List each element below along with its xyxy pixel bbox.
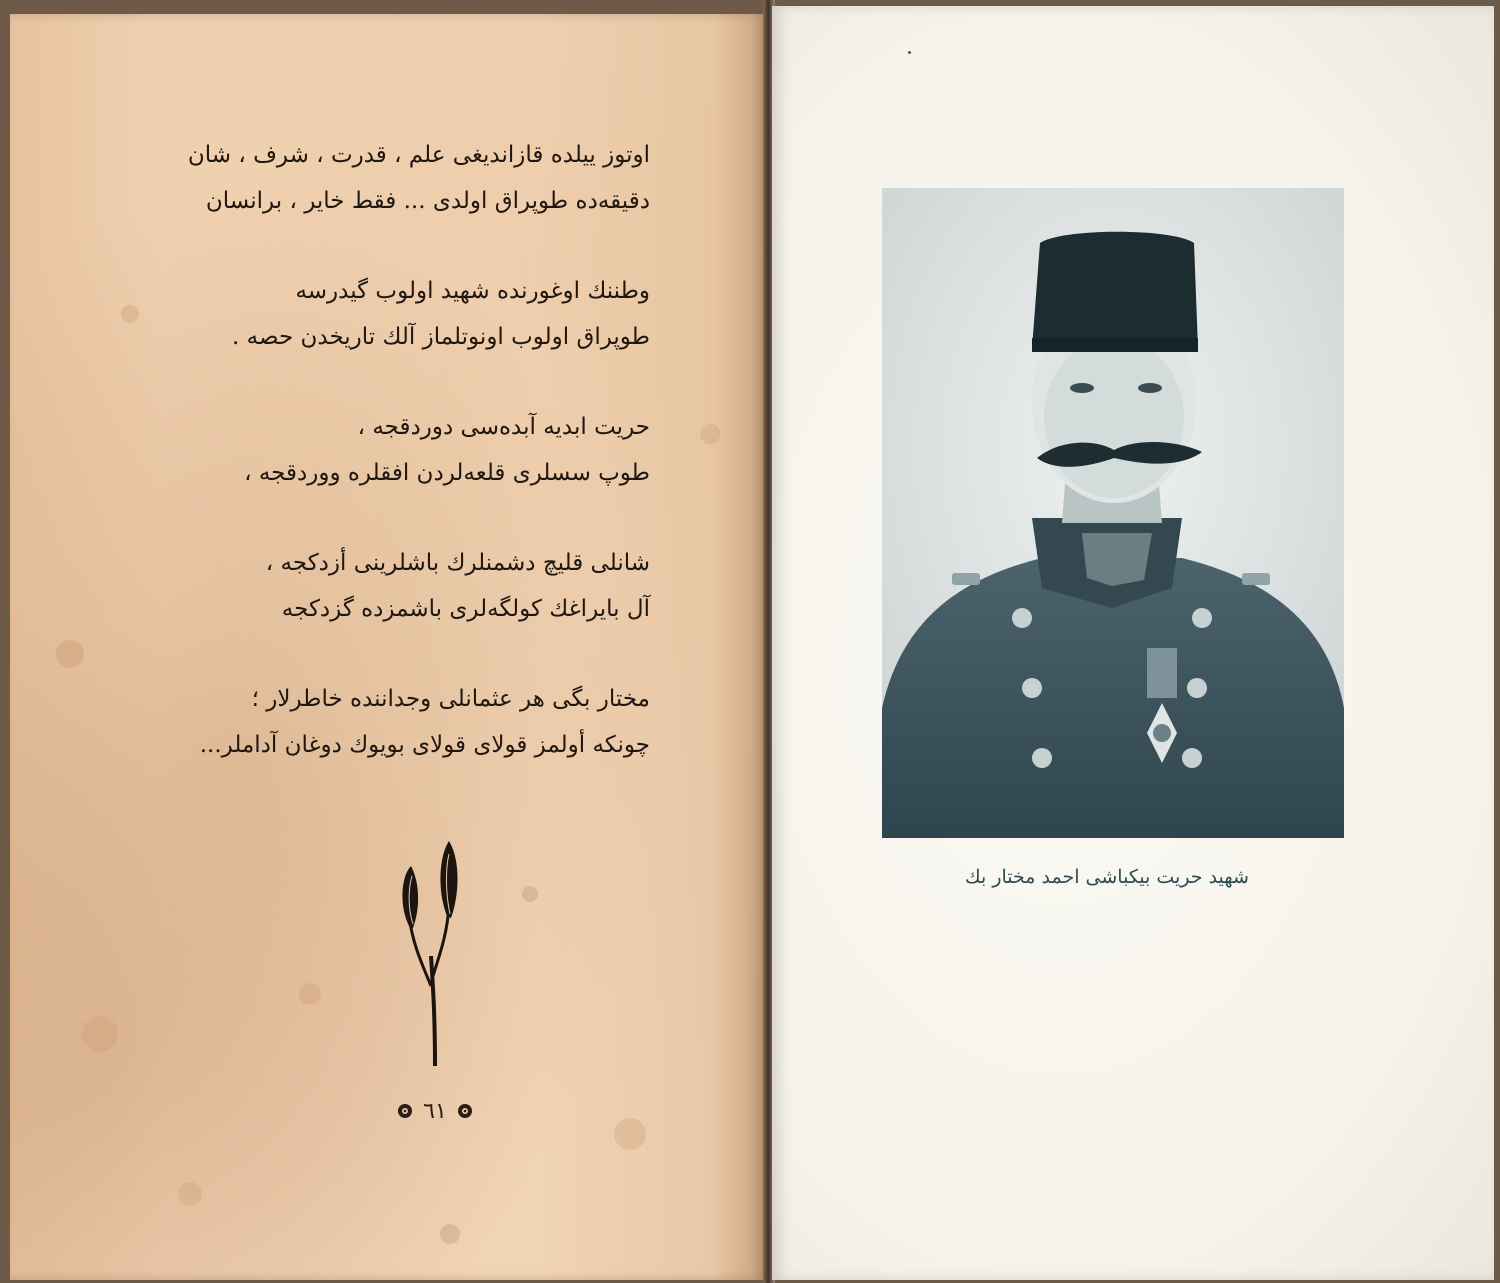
poem-line: دقیقه‌ده طوپراق اولدی ... فقط خایر ، برانسان — [205, 188, 650, 214]
left-page — [10, 14, 765, 1280]
poem-line: شانلی قلیچ دشمنلرك باشلرینی أزدکجه ، — [265, 550, 650, 576]
page-number — [380, 1096, 490, 1126]
poem-line: چونکه أولمز قولای قولای بویوك دوغان آداملر... — [199, 732, 650, 758]
poem-line: مختار بگی هر عثمانلی وجداننده خاطرلار ؛ — [251, 686, 650, 712]
stanza — [110, 540, 650, 632]
right-page — [772, 6, 1494, 1280]
stanza — [110, 676, 650, 768]
rosette-icon — [397, 1103, 413, 1119]
rosette-icon — [457, 1103, 473, 1119]
poem-line: وطننك اوغورنده شهید اولوب گیدرسه — [295, 278, 650, 304]
stanza — [110, 268, 650, 360]
poem-line: حریت ابدیه آبده‌سی دوردقجه ، — [357, 414, 650, 440]
page-number-text: ٦١ — [423, 1098, 447, 1124]
poem — [110, 132, 650, 812]
poem-line: آل بایراغك کولگه‌لری باشمزده گزدکجه — [281, 596, 650, 622]
stanza — [110, 132, 650, 224]
poem-line: اوتوز ییلده قازاندیغی علم ، قدرت ، شرف ، شان — [187, 142, 650, 168]
print-speck — [908, 51, 911, 54]
photo-caption: شهید حریت بیکباشی احمد مختار بك — [965, 866, 1249, 888]
portrait-photo — [882, 188, 1344, 838]
poem-line: طوپ سسلری قلعه‌لردن افقلره ووردقجه ، — [244, 460, 650, 486]
stanza — [110, 404, 650, 496]
poem-line: طوپراق اولوب اونوتلماز آلك تاریخدن حصه . — [232, 324, 650, 350]
tulip-bud-icon — [395, 836, 475, 1076]
